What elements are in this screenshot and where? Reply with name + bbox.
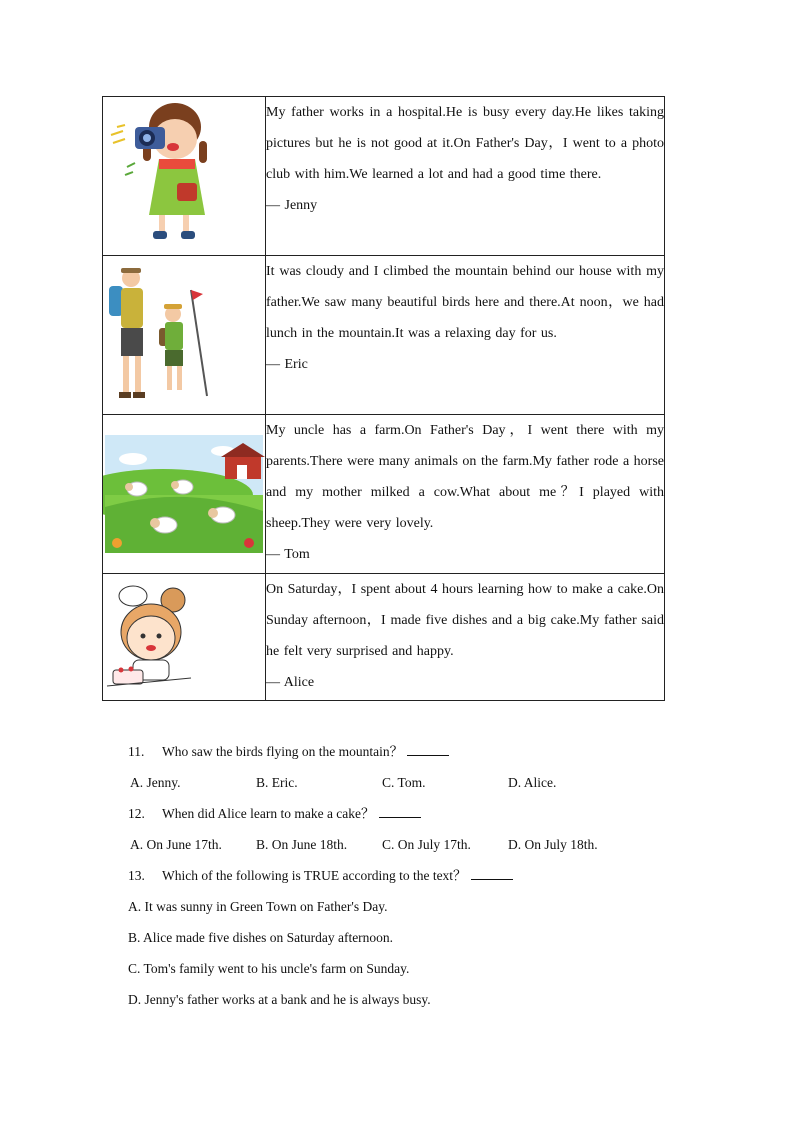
option-a[interactable]: A. On June 17th. [130,837,222,852]
question-11 [128,736,688,767]
question-text: Who saw the birds flying on the mountain？ [162,744,404,759]
passage-text-cell [266,256,665,415]
option-b[interactable]: B. Alice made five dishes on Saturday afternoon. [128,930,394,945]
option-b[interactable]: B. Eric. [256,775,298,790]
passage-image-cell [103,415,266,574]
option-c[interactable]: C. On July 17th. [382,837,471,852]
passage-author: — Eric [266,357,308,372]
passage-text: My uncle has a farm.On Father's Day，I went there with my parents.There were many animals on the farm.My father rode a horse and my mother milked a cow.What about me？I played with sheep.They were very lovely. [266,423,664,531]
option-a[interactable]: A. Jenny. [130,775,181,790]
passage-image-cell [103,574,266,701]
option-d[interactable]: D. Alice. [508,775,557,790]
passage-text: My father works in a hospital.He is busy every day.He likes taking pictures but he is not good at it.On Father's Day，I went to a photo club with him.We learned a lot and had a good time there. [266,105,664,182]
girl-with-camera-image [103,97,265,255]
question-text: When did Alice learn to make a cake？ [162,806,375,821]
question-13 [128,860,688,891]
option-c[interactable]: C. Tom's family went to his uncle's farm on Sunday. [128,961,410,976]
passage-row [103,415,665,574]
answer-blank[interactable] [379,803,421,818]
hikers-image [103,256,265,414]
passage-text-cell [266,415,665,574]
reading-table [102,96,665,701]
question-12 [128,798,688,829]
option-a[interactable]: A. It was sunny in Green Town on Father's Day. [128,899,388,914]
question-text: Which of the following is TRUE according to the text？ [162,868,467,883]
passage-row [103,574,665,701]
answer-blank[interactable] [407,741,449,756]
farm-sheep-image [103,415,265,573]
passage-author: — Jenny [266,198,318,213]
girl-chef-cake-image [103,574,265,700]
passage-text-cell [266,574,665,701]
option-d[interactable]: D. On July 18th. [508,837,598,852]
passage-image-cell [103,256,266,415]
question-number: 13. [128,868,145,883]
options-row [128,829,688,860]
passage-text: On Saturday，I spent about 4 hours learning how to make a cake.On Sunday afternoon，I made five dishes and a big cake.My father said he felt very surprised and happy. [266,582,664,659]
question-number: 11. [128,744,145,759]
passage-author: — Tom [266,547,310,562]
questions-section [128,736,688,1015]
option-c[interactable]: C. Tom. [382,775,426,790]
options-row [128,767,688,798]
passage-text-cell [266,97,665,256]
passage-text: It was cloudy and I climbed the mountain behind our house with my father.We saw many beautiful birds here and there.At noon，we had lunch in the mountain.It was a relaxing day for us. [266,264,664,341]
passage-image-cell [103,97,266,256]
option-b[interactable]: B. On June 18th. [256,837,348,852]
answer-blank[interactable] [471,865,513,880]
passage-row [103,256,665,415]
passage-author: — Alice [266,675,315,690]
option-d[interactable]: D. Jenny's father works at a bank and he is always busy. [128,992,431,1007]
passage-row [103,97,665,256]
question-number: 12. [128,806,145,821]
